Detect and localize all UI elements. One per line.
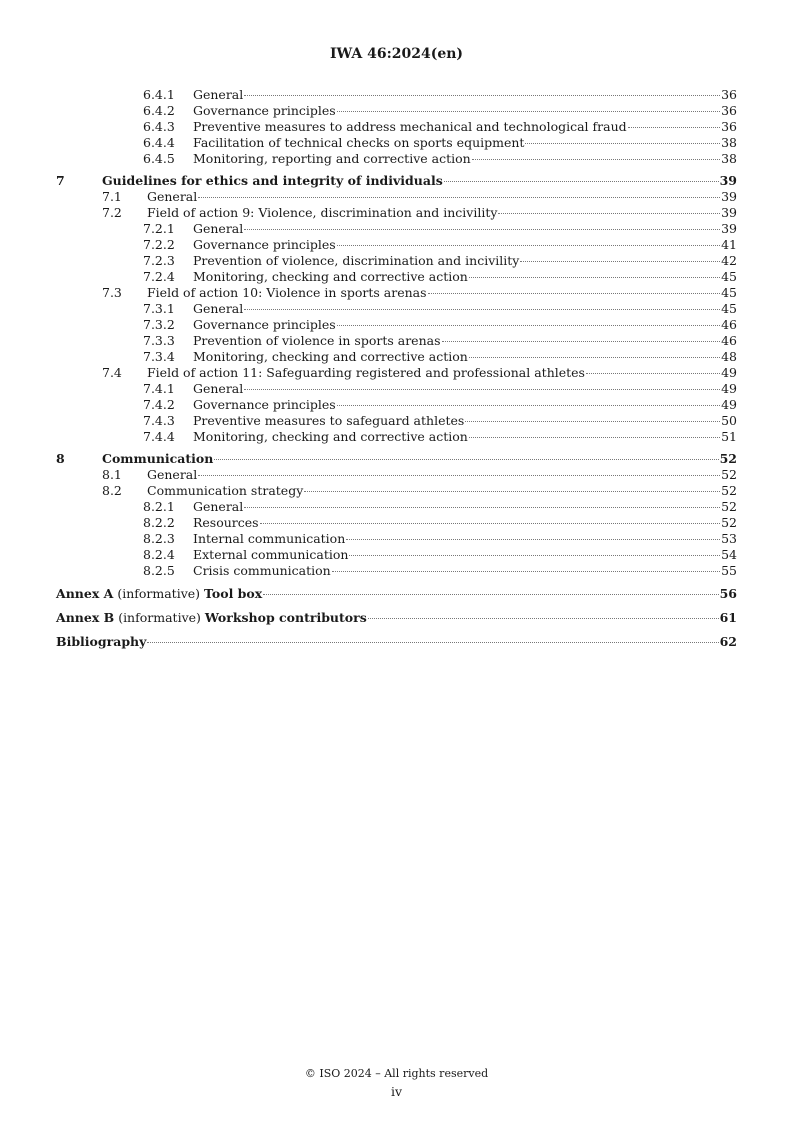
toc-page: 52 <box>719 451 737 466</box>
toc-entry-7[interactable] <box>56 173 737 189</box>
toc-entry-7-3-1[interactable] <box>56 301 737 317</box>
toc-title: General <box>147 467 198 482</box>
toc-entry-6-4-3[interactable] <box>56 119 737 135</box>
toc-number: 7.4.2 <box>143 397 175 412</box>
toc-title: General <box>193 301 244 316</box>
toc-number: 7.4 <box>102 365 122 380</box>
toc-number: 8.2.5 <box>143 563 175 578</box>
toc-number: 7.2.4 <box>143 269 175 284</box>
toc-title: Guidelines for ethics and integrity of individuals <box>102 173 443 188</box>
toc-page: 39 <box>721 205 737 220</box>
dot-leader <box>469 437 720 438</box>
dot-leader <box>525 143 720 144</box>
toc-page: 39 <box>721 189 737 204</box>
dot-leader <box>198 197 720 198</box>
toc-title: External communication <box>193 547 349 562</box>
toc-entry-7-4-1[interactable] <box>56 381 737 397</box>
toc-entry-annex-a[interactable] <box>56 585 737 603</box>
dot-leader <box>337 325 720 326</box>
toc-entry-7-2-3[interactable] <box>56 253 737 269</box>
toc-number: 7.3 <box>102 285 122 300</box>
bibliography-title: Bibliography <box>56 634 147 649</box>
toc-number: 7.3.1 <box>143 301 175 316</box>
toc-entry-8-2-4[interactable] <box>56 547 737 563</box>
toc-number: 8.2.1 <box>143 499 175 514</box>
toc-number: 7.4.3 <box>143 413 175 428</box>
dot-leader <box>244 95 720 96</box>
toc-title: Governance principles <box>193 103 336 118</box>
toc-page: 38 <box>721 135 737 150</box>
toc-page: 36 <box>721 119 737 134</box>
toc-page: 51 <box>721 429 737 444</box>
toc-number: 7.2.3 <box>143 253 175 268</box>
dot-leader <box>520 261 720 262</box>
toc-number: 7.4.4 <box>143 429 175 444</box>
toc-entry-7-2-4[interactable] <box>56 269 737 285</box>
toc-title: Preventive measures to address mechanical and technological fraud <box>193 119 627 134</box>
toc-title: Prevention of violence in sports arenas <box>193 333 441 348</box>
dot-leader <box>332 571 720 572</box>
toc-entry-bibliography[interactable] <box>56 633 737 651</box>
toc-title: General <box>193 221 244 236</box>
dot-leader <box>469 357 720 358</box>
toc-page: 41 <box>721 237 737 252</box>
dot-leader <box>304 491 720 492</box>
toc-entry-8[interactable] <box>56 451 737 467</box>
toc-number: 6.4.5 <box>143 151 175 166</box>
toc-title: Prevention of violence, discrimination and incivility <box>193 253 520 268</box>
toc-title: Monitoring, checking and corrective action <box>193 349 468 364</box>
dot-leader <box>147 642 718 643</box>
toc-title: Monitoring, checking and corrective action <box>193 429 468 444</box>
toc-title: Governance principles <box>193 237 336 252</box>
dot-leader <box>244 309 720 310</box>
dot-leader <box>244 229 720 230</box>
toc-title: General <box>193 381 244 396</box>
toc-page: 45 <box>721 269 737 284</box>
toc-entry-6-4-1[interactable] <box>56 87 737 103</box>
toc-page: 50 <box>721 413 737 428</box>
toc-page: 61 <box>719 610 737 625</box>
dot-leader <box>628 127 720 128</box>
copyright-notice: © ISO 2024 – All rights reserved <box>304 1067 489 1080</box>
toc-page: 52 <box>721 515 737 530</box>
annex-title: Workshop contributors <box>204 610 367 625</box>
dot-leader <box>442 341 721 342</box>
toc-title: Communication strategy <box>147 483 304 498</box>
toc-title: Governance principles <box>193 397 336 412</box>
toc-page: 53 <box>721 531 737 546</box>
toc-title: Monitoring, reporting and corrective action <box>193 151 471 166</box>
toc-number: 7.3.2 <box>143 317 175 332</box>
toc-title: General <box>193 499 244 514</box>
toc-entry-6-4-4[interactable] <box>56 135 737 151</box>
dot-leader <box>337 111 720 112</box>
toc-number: 6.4.4 <box>143 135 175 150</box>
dot-leader <box>586 373 720 374</box>
toc-page: 49 <box>721 397 737 412</box>
toc-title: Facilitation of technical checks on sports equipment <box>193 135 525 150</box>
table-of-contents <box>56 87 737 651</box>
toc-page: 42 <box>721 253 737 268</box>
toc-number: 7.3.3 <box>143 333 175 348</box>
dot-leader <box>349 555 720 556</box>
toc-page: 45 <box>721 301 737 316</box>
annex-note: (informative) <box>117 586 201 601</box>
toc-page: 56 <box>719 586 737 601</box>
toc-title: Resources <box>193 515 259 530</box>
dot-leader <box>444 181 719 182</box>
toc-page: 49 <box>721 381 737 396</box>
toc-entry-7-2-2[interactable] <box>56 237 737 253</box>
toc-number: 8.2 <box>102 483 122 498</box>
annex-label: Annex B <box>56 610 115 625</box>
toc-page: 55 <box>721 563 737 578</box>
dot-leader <box>244 507 720 508</box>
toc-entry-7-4-3[interactable] <box>56 413 737 429</box>
toc-page: 54 <box>721 547 737 562</box>
toc-page: 36 <box>721 87 737 102</box>
toc-page: 45 <box>721 285 737 300</box>
dot-leader <box>260 523 721 524</box>
toc-number: 6.4.1 <box>143 87 175 102</box>
toc-number: 7.4.1 <box>143 381 175 396</box>
toc-entry-annex-b[interactable] <box>56 609 737 627</box>
annex-note: (informative) <box>118 610 201 625</box>
toc-page: 48 <box>721 349 737 364</box>
document-header: IWA 46:2024(en) <box>329 46 464 62</box>
toc-number: 8.2.2 <box>143 515 175 530</box>
toc-number: 7.2.1 <box>143 221 175 236</box>
toc-title: Field of action 10: Violence in sports arenas <box>147 285 427 300</box>
toc-title: Preventive measures to safeguard athletes <box>193 413 465 428</box>
toc-page: 52 <box>721 499 737 514</box>
toc-entry-6-4-2[interactable] <box>56 103 737 119</box>
toc-number: 8.2.3 <box>143 531 175 546</box>
toc-title: Internal communication <box>193 531 346 546</box>
toc-page: 36 <box>721 103 737 118</box>
toc-title: Monitoring, checking and corrective action <box>193 269 468 284</box>
dot-leader <box>498 213 720 214</box>
toc-number: 6.4.3 <box>143 119 175 134</box>
annex-title: Tool box <box>204 586 263 601</box>
dot-leader <box>465 421 720 422</box>
toc-number: 8 <box>56 451 65 466</box>
toc-page: 39 <box>721 221 737 236</box>
toc-entry-8-2-5[interactable] <box>56 563 737 579</box>
toc-number: 7.1 <box>102 189 122 204</box>
toc-number: 7.3.4 <box>143 349 175 364</box>
dot-leader <box>337 245 720 246</box>
toc-page: 39 <box>719 173 737 188</box>
dot-leader <box>469 277 720 278</box>
toc-page: 52 <box>721 483 737 498</box>
toc-page: 49 <box>721 365 737 380</box>
toc-entry-7-1[interactable] <box>56 189 737 205</box>
dot-leader <box>244 389 720 390</box>
toc-entry-7-4-2[interactable] <box>56 397 737 413</box>
toc-title: Field of action 11: Safeguarding registered and professional athletes <box>147 365 585 380</box>
toc-number: 7.2 <box>102 205 122 220</box>
toc-entry-6-4-5[interactable] <box>56 151 737 167</box>
toc-page: 52 <box>721 467 737 482</box>
toc-entry-8-2-2[interactable] <box>56 515 737 531</box>
toc-entry-7-3-3[interactable] <box>56 333 737 349</box>
toc-entry-7-2[interactable] <box>56 205 737 221</box>
toc-number: 8.2.4 <box>143 547 175 562</box>
dot-leader <box>472 159 720 160</box>
toc-entry-7-3[interactable] <box>56 285 737 301</box>
dot-leader <box>337 405 720 406</box>
toc-entry-7-3-2[interactable] <box>56 317 737 333</box>
toc-entry-7-2-1[interactable] <box>56 221 737 237</box>
toc-page: 46 <box>721 333 737 348</box>
dot-leader <box>214 459 718 460</box>
dot-leader <box>346 539 720 540</box>
toc-entry-8-2-1[interactable] <box>56 499 737 515</box>
annex-label: Annex A <box>56 586 114 601</box>
toc-page: 62 <box>719 634 737 649</box>
toc-page: 46 <box>721 317 737 332</box>
dot-leader <box>428 293 721 294</box>
toc-title: Governance principles <box>193 317 336 332</box>
toc-number: 7.2.2 <box>143 237 175 252</box>
toc-entry-7-3-4[interactable] <box>56 349 737 365</box>
toc-entry-7-4-4[interactable] <box>56 429 737 445</box>
toc-number: 8.1 <box>102 467 122 482</box>
toc-entry-8-2-3[interactable] <box>56 531 737 547</box>
toc-page: 38 <box>721 151 737 166</box>
dot-leader <box>368 618 719 619</box>
toc-title: General <box>147 189 198 204</box>
toc-title: Communication <box>102 451 214 466</box>
toc-title: Crisis communication <box>193 563 331 578</box>
toc-title: Field of action 9: Violence, discrimination and incivility <box>147 205 498 220</box>
toc-entry-8-2[interactable] <box>56 483 737 499</box>
dot-leader <box>263 594 718 595</box>
toc-title: General <box>193 87 244 102</box>
toc-entry-8-1[interactable] <box>56 467 737 483</box>
toc-number: 7 <box>56 173 65 188</box>
dot-leader <box>198 475 720 476</box>
page-number: iv <box>390 1084 403 1099</box>
toc-entry-7-4[interactable] <box>56 365 737 381</box>
toc-number: 6.4.2 <box>143 103 175 118</box>
